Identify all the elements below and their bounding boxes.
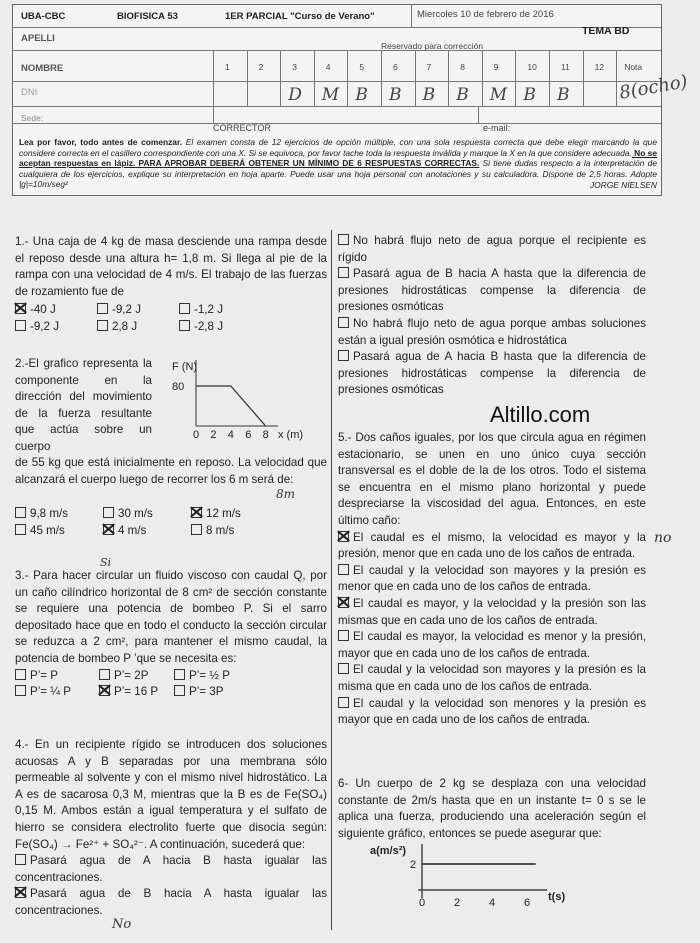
checkbox-checked[interactable] xyxy=(99,685,110,696)
checkbox[interactable] xyxy=(338,663,349,674)
q4-note: No xyxy=(112,917,132,932)
checkbox-checked[interactable] xyxy=(338,597,349,608)
checkbox[interactable] xyxy=(338,697,349,708)
grid-answer-7: B xyxy=(422,85,436,105)
x-axis-label: x (m) xyxy=(278,429,304,441)
checkbox[interactable] xyxy=(174,669,185,680)
q1-options xyxy=(15,302,327,335)
q4b-option-4[interactable]: Pasará agua de A hacia B hasta que la diferencia de presiones hidrostáticas compense la diferencia de presiones osmóticas xyxy=(338,350,646,397)
q4b-option-2[interactable]: Pasará agua de B hacia A hasta que la diferencia de presiones hidrostáticas compense la diferencia de presiones osmóticas xyxy=(338,267,646,314)
grid-col-5: 5 xyxy=(359,62,365,72)
q2-option-3[interactable]: 12 m/s xyxy=(191,506,279,523)
checkbox[interactable] xyxy=(338,234,349,245)
question-4-continued xyxy=(338,233,646,399)
q3-option-2[interactable]: P’= 2P xyxy=(99,668,174,685)
q1-option-2[interactable]: -9,2 J xyxy=(97,302,179,319)
grid-col-3: 3 xyxy=(292,62,297,72)
grid-col-12: 12 xyxy=(594,62,605,72)
checkbox[interactable] xyxy=(15,854,26,865)
q5-option-2[interactable]: El caudal y la velocidad son mayores y la presión es menor que en cada uno de los caños de entrada. xyxy=(338,563,646,594)
grid-line xyxy=(415,50,416,106)
checkbox-checked[interactable] xyxy=(338,531,349,542)
x-tick-label: 4 xyxy=(489,897,496,909)
force-series-line xyxy=(196,386,266,426)
checkbox[interactable] xyxy=(191,524,202,535)
q5-option-1[interactable]: El caudal es el mismo, la velocidad es mayor y la presión, menor que en cada uno de los caños de entrada. xyxy=(338,530,646,561)
checkbox-checked[interactable] xyxy=(15,303,26,314)
q1-option-3[interactable]: -1,2 J xyxy=(179,302,261,319)
institution: UBA-CBC xyxy=(21,11,66,22)
x-tick-label: 4 xyxy=(227,429,234,441)
apellido-label: APELLI xyxy=(21,33,55,44)
grid-answer-6: B xyxy=(389,85,402,105)
checkbox[interactable] xyxy=(97,303,108,314)
checkbox[interactable] xyxy=(338,350,349,361)
question-4 xyxy=(15,737,327,920)
instructions-lead: Lea por favor, todo antes de comenzar. xyxy=(19,137,183,147)
grid-col-4: 4 xyxy=(325,62,331,72)
q2-force-chart xyxy=(152,356,312,446)
grid-col-10: 10 xyxy=(527,62,537,72)
grid-col-2: 2 xyxy=(258,62,264,72)
checkbox[interactable] xyxy=(97,320,108,331)
exam-date: Miercoles 10 de febrero de 2016 xyxy=(417,9,554,20)
q3-option-6[interactable]: P’= 3P xyxy=(174,684,254,701)
checkbox[interactable] xyxy=(338,317,349,328)
q2-note-8m: 8m xyxy=(276,487,296,501)
nombre-label: NOMBRE xyxy=(21,63,64,74)
grid-col-Nota: Nota xyxy=(624,62,643,72)
checkbox-checked[interactable] xyxy=(191,507,202,518)
x-tick-label: 2 xyxy=(210,429,217,441)
exam-title: 1ER PARCIAL "Curso de Verano" xyxy=(225,11,375,22)
q5-note: no xyxy=(654,530,672,546)
y-axis-label: a(m/s²) xyxy=(370,845,407,857)
q5-option-5[interactable]: El caudal y la velocidad son mayores y la presión es la misma que en cada uno de los caños de entrada. xyxy=(338,663,646,693)
q3-option-3[interactable]: P’= ½ P xyxy=(174,668,254,685)
grid-answer-8: B xyxy=(456,85,469,105)
x-tick-label: 0 xyxy=(193,429,200,441)
grid-line xyxy=(247,50,248,106)
grid-answer-5: B xyxy=(355,85,368,105)
q5-option-6[interactable]: El caudal y la velocidad son menores y la presión es mayor que en cada uno de los caños de entrada. xyxy=(338,696,646,727)
grid-answer-3: D xyxy=(288,85,302,105)
q3-option-1[interactable]: P’= P xyxy=(15,668,99,685)
instructions-lapiz: No se aceptan respuestas en lápiz. xyxy=(19,147,657,168)
instructions-text1: El examen consta de 12 ejercicios de opción múltiple, con una sola respuesta correcta que debe elegir marcando la que considere correcta en el casillero correspondiente con una X. Si se equivoca, por favor tache toda la respuesta inválida y marque la X en la que considere adecuada. xyxy=(19,137,657,158)
q1-option-1[interactable]: -40 J xyxy=(15,302,97,319)
q2-option-6[interactable]: 8 m/s xyxy=(191,523,279,540)
dni-label: DNI xyxy=(21,87,38,98)
q4-text: 4.- En un recipiente rígido se introducen dos soluciones acuosas A y B separadas por una membrana sólo permeable al solvente y con el mismo nivel hidrostático. La A es de sacarosa 0,3 M, mientras que la B es de Fe(SO₄) 0,15 M. Ambos están a igual temperatura y el sulfato de hierro se considera electrolito fuerte que disocia según: Fe(SO₄) → Fe²⁺ + SO₄²⁻. A continuación, sucederá que: xyxy=(15,738,327,851)
corrector-label: CORRECTOR xyxy=(213,123,271,133)
q2-note-si: Si xyxy=(100,556,112,569)
subject: BIOFISICA 53 xyxy=(117,11,178,22)
q2-option-1[interactable]: 9,8 m/s xyxy=(15,506,103,523)
q4b-option-3[interactable]: No habrá flujo neto de agua porque ambas soluciones están a igual presión osmótica e hidrostática xyxy=(338,316,646,347)
q2-option-2[interactable]: 30 m/s xyxy=(103,506,191,523)
grid-line xyxy=(616,50,617,106)
grid-line xyxy=(583,50,584,106)
checkbox[interactable] xyxy=(15,685,26,696)
checkbox[interactable] xyxy=(15,507,26,518)
checkbox[interactable] xyxy=(103,507,114,518)
question-2-text: 2.-El grafico representa la componente en la dirección del movimiento de la fuerza resultante que actúa sobre un cuerpo xyxy=(15,357,152,453)
question-6 xyxy=(338,776,646,842)
grid-line xyxy=(515,50,516,106)
checkbox[interactable] xyxy=(15,669,26,680)
grid-line xyxy=(347,50,348,106)
checkbox[interactable] xyxy=(174,685,185,696)
grid-answer-11: B xyxy=(557,85,570,105)
q2-option-5[interactable]: 4 m/s xyxy=(103,523,191,540)
x-tick-label: 2 xyxy=(454,897,461,909)
grid-col-7: 7 xyxy=(426,62,432,72)
checkbox-checked[interactable] xyxy=(15,887,26,898)
q3-option-4[interactable]: P’= ¼ P xyxy=(15,684,99,701)
checkbox[interactable] xyxy=(15,524,26,535)
checkbox[interactable] xyxy=(179,320,190,331)
watermark: Altillo.com xyxy=(490,402,591,427)
grid-col-8: 8 xyxy=(460,62,465,72)
sede-label: Sede: xyxy=(21,113,44,123)
q4-option-1[interactable]: Pasará agua de A hacia B hasta igualar las concentraciones. xyxy=(15,854,327,884)
x-tick-label: 6 xyxy=(524,897,531,909)
q1-option-4[interactable]: -9,2 J xyxy=(15,319,97,336)
q1-option-5[interactable]: 2,8 J xyxy=(97,319,179,336)
grid-col-1: 1 xyxy=(225,62,230,72)
q3-options xyxy=(15,668,327,701)
grid-line xyxy=(482,50,483,106)
q5-text: 5.- Dos caños iguales, por los que circula agua en régimen estacionario, se unen en uno único cuya sección transversal es el doble de la de los otros. Todo el sistema se encuentra en el mismo plano horizontal y puede despreciarse la viscosidad del agua. Entonces, en este último caño: xyxy=(338,431,646,527)
x-tick-label: 8 xyxy=(262,429,269,441)
grid-line xyxy=(549,50,550,106)
checkbox[interactable] xyxy=(99,669,110,680)
question-1 xyxy=(15,234,327,336)
grid-line xyxy=(280,50,281,106)
grid-answer-9: M xyxy=(489,85,508,105)
checkbox-checked[interactable] xyxy=(103,524,114,535)
y-axis-label: F (N) xyxy=(172,361,198,373)
grid-line xyxy=(381,50,382,106)
q1-text: 1.- Una caja de 4 kg de masa desciende una rampa desde el reposo desde una altura h= 1,8 m. Si llega al pie de la rampa con una velocidad de 4 m/s. El trabajo de las fuerzas de rozamiento fue de xyxy=(15,235,327,298)
checkbox[interactable] xyxy=(338,564,349,575)
q4b-option-1[interactable]: No habrá flujo neto de agua porque el recipiente es rígido xyxy=(338,234,646,264)
q2-option-4[interactable]: 45 m/s xyxy=(15,523,103,540)
q6-accel-chart xyxy=(360,838,590,918)
checkbox[interactable] xyxy=(338,630,349,641)
q2-options xyxy=(15,506,327,539)
y-tick-label: 80 xyxy=(172,381,185,393)
q3-text: 3.- Para hacer circular un fluido viscoso con caudal Q, por un caño cilíndrico horizontal de 8 cm² de sección constante se requiere una potencia de bombeo P. Si el sarro depositado hace que en todo el conducto la sección circular se reduzca a 2 cm², para mantener el mismo caudal, la potencia de bombeo P ’que se necesita es: xyxy=(15,569,327,665)
y-tick-label: 2 xyxy=(410,859,417,871)
email-label: e-mail: xyxy=(483,123,511,133)
author: JORGE NIELSEN xyxy=(589,180,657,190)
checkbox[interactable] xyxy=(15,320,26,331)
question-3 xyxy=(15,568,327,701)
reservado-label: Reservado para corrección xyxy=(381,41,484,51)
grid-answer-10: B xyxy=(523,85,536,105)
checkbox[interactable] xyxy=(338,267,349,278)
tema: TEMA BD xyxy=(582,25,630,37)
grid-answer-4: M xyxy=(321,85,340,105)
q1-option-6[interactable]: -2,8 J xyxy=(179,319,261,336)
question-5 xyxy=(338,430,646,729)
q5-option-4[interactable]: El caudal es mayor, la velocidad es menor y la presión, mayor que en cada uno de los caños de entrada. xyxy=(338,630,646,660)
instructions-text2: Si tiene dudas respecto a la interpretación de cualquiera de los ejercicios, explique su interpretación en hoja aparte. Puede usar una hoja personal con anotaciones y su calculadora. Dispone de 2,5 horas. Adopte |g|=10m/seg² xyxy=(19,158,657,189)
instructions-aprobar: PARA APROBAR DEBERÁ OBTENER UN MÍNIMO DE 6 RESPUESTAS CORRECTAS. xyxy=(135,158,480,168)
grid-col-11: 11 xyxy=(561,62,570,72)
q6-text: 6- Un cuerpo de 2 kg se desplaza con una velocidad constante de 2m/s hasta que en un instante t= 0 s se le aplica una fuerza, produciendo una aceleración según el siguiente gráfico, entonces se puede asegurar que: xyxy=(338,777,646,840)
grid-line xyxy=(448,50,449,106)
column-divider xyxy=(331,230,332,930)
checkbox[interactable] xyxy=(179,303,190,314)
q2-text2: de 55 kg que está inicialmente en reposo. La velocidad que alcanzará el cuerpo luego de recorrer los 6 m será de: xyxy=(15,456,327,486)
q4-option-2[interactable]: Pasará agua de B hacia A hasta igualar las concentraciones. xyxy=(15,887,327,917)
instructions xyxy=(19,137,657,190)
exam-header xyxy=(12,4,689,196)
x-tick-label: 0 xyxy=(419,897,426,909)
x-tick-label: 6 xyxy=(245,429,252,441)
q5-option-3[interactable]: El caudal es mayor, y la velocidad y la presión son las mismas que en cada uno de los caños de entrada. xyxy=(338,596,646,627)
grid-line xyxy=(314,50,315,106)
x-axis-label: t(s) xyxy=(548,891,566,903)
grid-answer-12: 8(ocho) xyxy=(617,71,689,104)
grid-col-9: 9 xyxy=(493,62,499,72)
q3-option-5[interactable]: P’= 16 P xyxy=(99,684,174,701)
grid-col-6: 6 xyxy=(393,62,398,72)
